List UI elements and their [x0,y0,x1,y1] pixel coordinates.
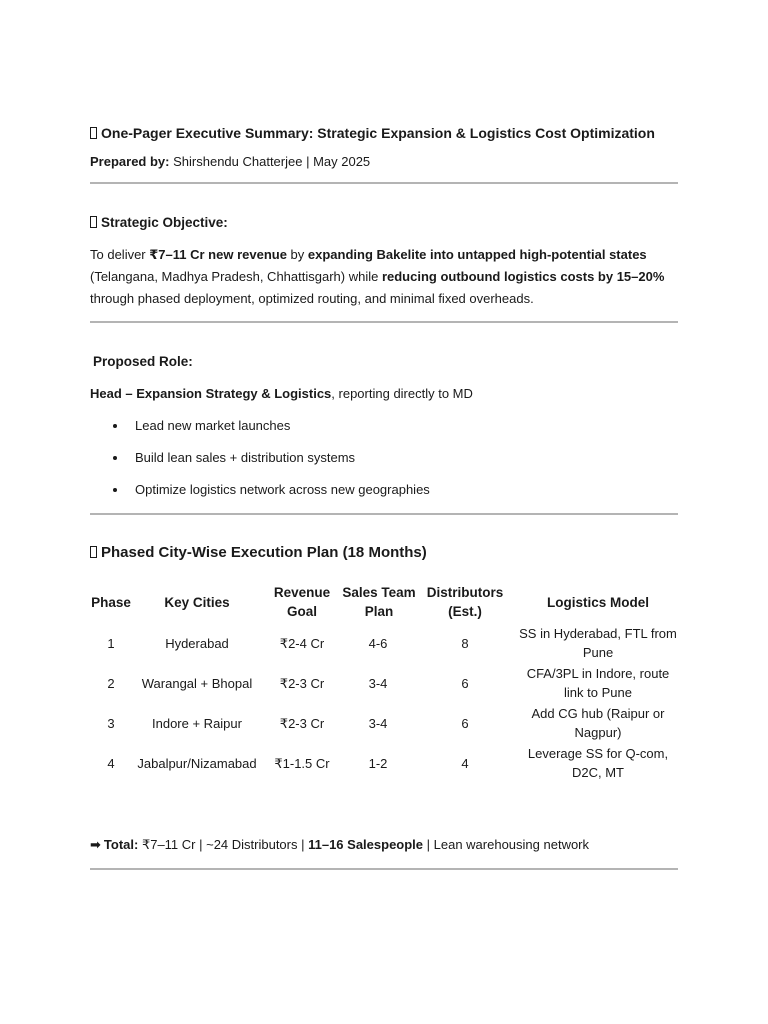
table-cell: ₹2-4 Cr [279,635,325,651]
table-cell: Warangal + Bhopal [141,675,253,691]
missing-emoji-box-icon [90,546,97,558]
logistics-reduction-phrase: reducing outbound logistics costs by 15–20% [381,269,665,284]
total-label: Total: [103,837,139,852]
plan-heading: Phased City-Wise Execution Plan (18 Months) [90,541,678,565]
table-cell: 2 [107,675,115,691]
table-cell: ₹2-3 Cr [279,675,325,691]
salespeople-count: 11–16 Salespeople [308,837,424,852]
table-row [90,663,680,703]
table-cell: Hyderabad [165,635,229,651]
prepared-by-label: Prepared by: [90,154,170,169]
objective-paragraph: To deliver ₹7–11 Cr new revenue by expanding Bakelite into untapped high-potential states (Telangana, Madhya Pradesh, Chhattisgarh) while reducing outbound logistics costs by 15–20% through phased deployment, optimized routing, and minimal fixed overheads. [90,247,665,306]
table-row [90,743,680,783]
list-item: Build lean sales + distribution systems [90,442,678,474]
column-header: Logistics Model [546,594,649,610]
divider [90,182,678,184]
divider [90,513,678,515]
table-cell: 4 [107,755,115,771]
table-cell: Add CG hub (Raipur or Nagpur) [531,706,665,740]
expansion-phrase: expanding Bakelite into untapped high-potential states [307,247,647,262]
table-cell: 8 [461,635,469,651]
bullet-dot-icon [113,424,117,428]
column-header: Key Cities [164,594,230,610]
table-cell: 6 [461,675,469,691]
missing-emoji-box-icon [90,127,97,139]
table-cell: 3-4 [368,675,388,691]
table-cell: ₹1-1.5 Cr [274,755,330,771]
table-cell: 3 [107,715,115,731]
table-cell: Indore + Raipur [152,715,242,731]
table-cell: 4-6 [368,635,388,651]
table-cell: CFA/3PL in Indore, route link to Pune [526,666,670,700]
table-row [90,703,680,743]
execution-plan-table [90,581,680,783]
table-cell: Jabalpur/Nizamabad [137,755,257,771]
role-heading: Proposed Role: [93,354,193,369]
table-cell: 6 [461,715,469,731]
table-cell: ₹2-3 Cr [279,715,325,731]
table-row [90,623,680,663]
column-header: Sales Team Plan [342,585,416,619]
table-cell: SS in Hyderabad, FTL from Pune [519,626,677,660]
divider [90,321,678,323]
prepared-by-line [90,151,678,173]
bullet-dot-icon [113,488,117,492]
bullet-dot-icon [113,456,117,460]
table-cell: 4 [461,755,469,771]
revenue-target: ₹7–11 Cr new revenue [149,247,287,262]
role-title-line: Head – Expansion Strategy & Logistics, reporting directly to MD [90,386,473,401]
list-item: Optimize logistics network across new geographies [90,474,678,506]
table-cell: 1-2 [368,755,388,771]
table-cell: 3-4 [368,715,388,731]
prepared-by-value: Shirshendu Chatterjee | May 2025 [173,154,371,169]
role-title: Head – Expansion Strategy & Logistics [90,386,332,401]
divider [90,868,678,870]
right-arrow-icon: ➡ [90,837,101,852]
column-header: Phase [91,594,131,610]
objective-heading: Strategic Objective: [90,212,678,234]
column-header: Distributors (Est.) [426,585,504,619]
table-cell: Leverage SS for Q-com, D2C, MT [527,746,669,780]
document-title: One-Pager Executive Summary: Strategic Expansion & Logistics Cost Optimization [90,120,678,146]
role-bullet-list [90,410,678,506]
list-item: Lead new market launches [90,410,678,442]
table-header-row [90,581,680,623]
column-header: Revenue Goal [273,585,331,619]
missing-emoji-box-icon [90,216,97,228]
table-cell: 1 [107,635,115,651]
total-summary-line: ➡ Total: ₹7–11 Cr | ~24 Distributors | 11–16 Salespeople | Lean warehousing network [90,834,678,856]
document-page [90,120,678,870]
